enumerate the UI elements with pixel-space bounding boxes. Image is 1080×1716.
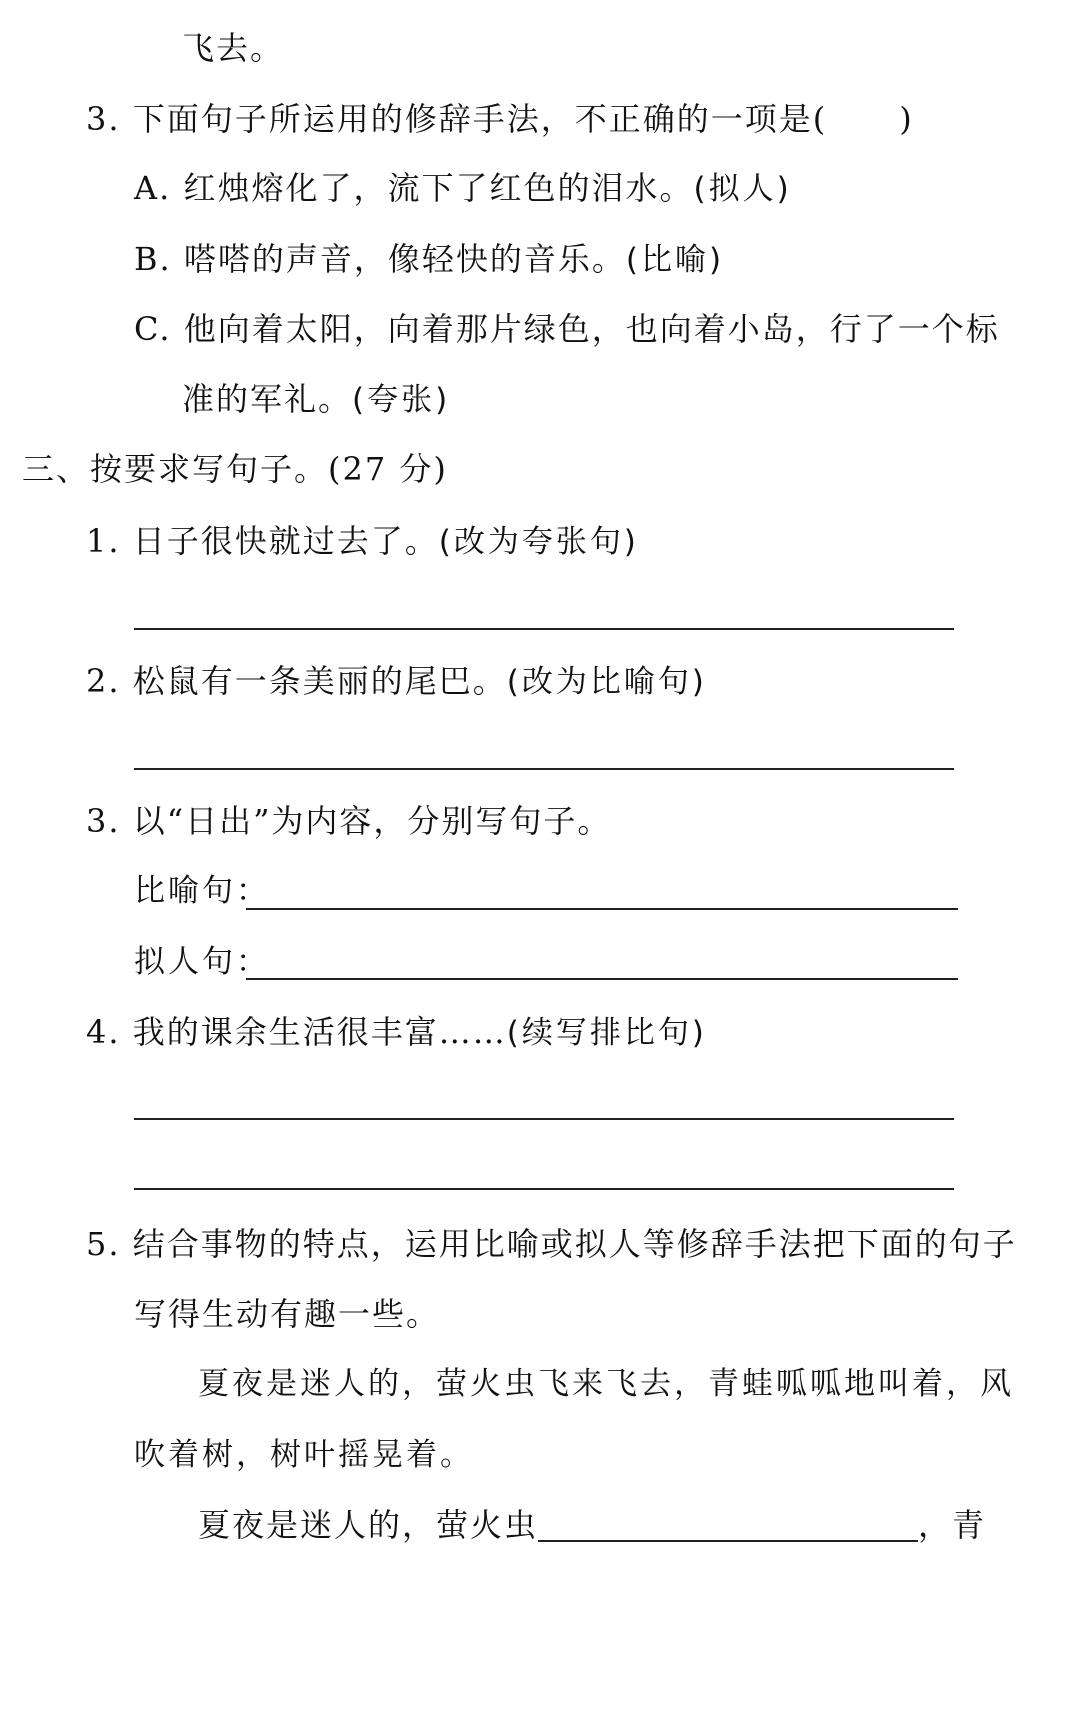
item-number: 2. xyxy=(86,662,121,700)
option-note: (夸张) xyxy=(352,382,451,418)
section-heading xyxy=(22,447,448,491)
item-number: 1. xyxy=(86,522,121,560)
answer-line[interactable] xyxy=(134,768,954,770)
option-b xyxy=(134,237,724,282)
option-label: A. xyxy=(134,169,172,207)
item-text: 我的课余生活很丰富…… xyxy=(132,1013,507,1051)
section-score: (27 分) xyxy=(328,450,448,488)
personification-answer-line[interactable] xyxy=(246,978,958,980)
item-2 xyxy=(86,659,707,704)
question-text: 下面句子所运用的修辞手法，不正确的一项是( xyxy=(132,100,828,138)
option-c xyxy=(134,307,1000,351)
item-text: 结合事物的特点，运用比喻或拟人等修辞手法把下面的句子 xyxy=(132,1225,1017,1263)
simile-answer-line[interactable] xyxy=(246,908,958,910)
fill-blank[interactable] xyxy=(538,1504,918,1542)
item-number: 3. xyxy=(86,802,121,840)
option-text: 嗒嗒的声音，像轻快的音乐。 xyxy=(183,240,626,278)
item-1 xyxy=(86,519,639,564)
option-note: (比喻) xyxy=(625,242,725,278)
item-text: 日子很快就过去了。 xyxy=(132,522,439,560)
answer-line[interactable] xyxy=(134,628,954,630)
item-number: 4. xyxy=(86,1013,121,1051)
option-a xyxy=(134,166,792,211)
option-label: C. xyxy=(134,310,172,348)
option-c-continued xyxy=(182,377,450,422)
question-number: 3. xyxy=(86,100,121,138)
fill-in-line: 夏夜是迷人的，萤火虫 ，青 xyxy=(198,1506,987,1544)
item-text: 以“日出”为内容，分别写句子。 xyxy=(132,802,612,840)
item-4 xyxy=(86,1010,707,1055)
option-text: 他向着太阳，向着那片绿色，也向着小岛，行了一个标 xyxy=(183,310,1000,348)
item-note: (续写排比句) xyxy=(506,1015,707,1051)
option-label: B. xyxy=(134,240,172,278)
personification-label: 拟人句： xyxy=(134,944,270,980)
item-note: (改为夸张句) xyxy=(438,524,639,560)
answer-line[interactable] xyxy=(134,1118,954,1120)
option-note: (拟人) xyxy=(693,171,792,207)
item-3 xyxy=(86,799,611,843)
passage-line-2: 吹着树，树叶摇晃着。 xyxy=(134,1437,474,1473)
option-text: 红烛熔化了，流下了红色的泪水。 xyxy=(183,169,694,207)
question-3: 3. 下面句子所运用的修辞手法，不正确的一项是( ) xyxy=(86,97,914,141)
item-5-continued: 写得生动有趣一些。 xyxy=(134,1295,441,1333)
section-title: 三、按要求写句子。 xyxy=(22,450,329,488)
option-text: 准的军礼。 xyxy=(182,380,353,418)
passage-line-1: 夏夜是迷人的，萤火虫飞来飞去，青蛙呱呱地叫着，风 xyxy=(198,1366,1014,1402)
continued-text-fly-away: 飞去。 xyxy=(182,29,285,67)
item-text: 松鼠有一条美丽的尾巴。 xyxy=(132,662,507,700)
simile-label: 比喻句： xyxy=(134,873,270,909)
item-5 xyxy=(86,1222,1017,1266)
item-note: (改为比喻句) xyxy=(506,664,707,700)
item-number: 5. xyxy=(86,1225,121,1263)
answer-line[interactable] xyxy=(134,1188,954,1190)
